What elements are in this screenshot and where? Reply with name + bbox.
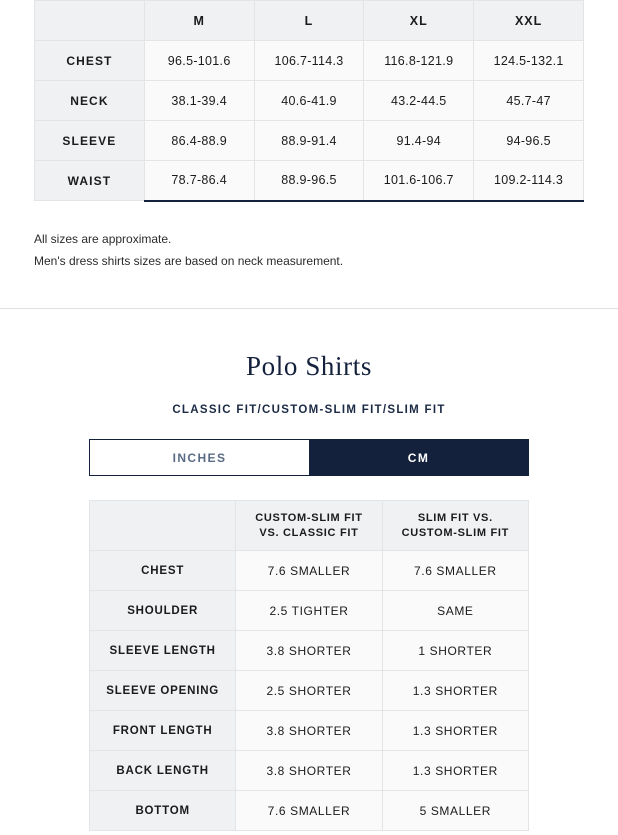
cell-neck-m: 38.1-39.4 — [144, 81, 254, 121]
fit-cell-chest-col1: 7.6 SMALLER — [236, 551, 382, 591]
fit-cell-bottom-col2: 5 SMALLER — [382, 791, 528, 831]
section-divider — [0, 308, 618, 309]
size-notes — [34, 228, 584, 272]
fit-row-label-back-length: BACK LENGTH — [90, 751, 236, 791]
size-table-corner-cell — [35, 1, 145, 41]
row-label-sleeve: SLEEVE — [35, 121, 145, 161]
table-row — [35, 121, 584, 161]
fit-cell-chest-col2: 7.6 SMALLER — [382, 551, 528, 591]
cell-sleeve-l: 88.9-91.4 — [254, 121, 364, 161]
size-table-col-l: L — [254, 1, 364, 41]
fit-cell-sleeve-length-col1: 3.8 SHORTER — [236, 631, 382, 671]
fit-comparison-table — [89, 500, 529, 831]
fit-cell-sleeve-opening-col1: 2.5 SHORTER — [236, 671, 382, 711]
fit-row-label-front-length: FRONT LENGTH — [90, 711, 236, 751]
fit-cell-shoulder-col2: SAME — [382, 591, 528, 631]
table-row — [90, 671, 529, 711]
size-table-header-row — [35, 1, 584, 41]
row-label-neck: NECK — [35, 81, 145, 121]
fit-table-head — [90, 501, 529, 551]
fit-cell-back-length-col2: 1.3 SHORTER — [382, 751, 528, 791]
fit-cell-front-length-col1: 3.8 SHORTER — [236, 711, 382, 751]
page-title: Polo Shirts — [246, 350, 372, 381]
fit-cell-shoulder-col1: 2.5 TIGHTER — [236, 591, 382, 631]
tab-cm[interactable]: CM — [309, 440, 528, 475]
size-table-head — [35, 1, 584, 41]
fit-cell-front-length-col2: 1.3 SHORTER — [382, 711, 528, 751]
table-row — [35, 41, 584, 81]
cell-chest-m: 96.5-101.6 — [144, 41, 254, 81]
cell-sleeve-xxl: 94-96.5 — [474, 121, 584, 161]
cell-sleeve-m: 86.4-88.9 — [144, 121, 254, 161]
fit-comparison-table-container — [89, 500, 529, 831]
fit-cell-back-length-col1: 3.8 SHORTER — [236, 751, 382, 791]
fit-table-body — [90, 551, 529, 831]
fit-row-label-chest: CHEST — [90, 551, 236, 591]
cell-chest-l: 106.7-114.3 — [254, 41, 364, 81]
cell-chest-xxl: 124.5-132.1 — [474, 41, 584, 81]
fit-row-label-sleeve-opening: SLEEVE OPENING — [90, 671, 236, 711]
cell-neck-xxl: 45.7-47 — [474, 81, 584, 121]
note-line-1: All sizes are approximate. — [34, 231, 172, 246]
row-label-chest: CHEST — [35, 41, 145, 81]
row-label-waist: WAIST — [35, 161, 145, 201]
dress-shirts-size-table — [34, 0, 584, 202]
cell-waist-l: 88.9-96.5 — [254, 161, 364, 201]
size-table-col-m: M — [144, 1, 254, 41]
cell-sleeve-xl: 91.4-94 — [364, 121, 474, 161]
page-subtitle: CLASSIC FIT/CUSTOM-SLIM FIT/SLIM FIT — [172, 404, 446, 417]
cell-waist-xl: 101.6-106.7 — [364, 161, 474, 201]
table-row — [90, 591, 529, 631]
table-row — [90, 631, 529, 671]
cell-neck-l: 40.6-41.9 — [254, 81, 364, 121]
table-row — [90, 711, 529, 751]
table-row — [35, 81, 584, 121]
cell-waist-xxl: 109.2-114.3 — [474, 161, 584, 201]
fit-cell-sleeve-length-col2: 1 SHORTER — [382, 631, 528, 671]
dress-shirts-size-table-container — [0, 0, 618, 202]
fit-table-col-custom-slim-vs-classic — [236, 501, 382, 551]
fit-col-2-line-2: CUSTOM-SLIM FIT — [401, 526, 510, 539]
fit-cell-bottom-col1: 7.6 SMALLER — [236, 791, 382, 831]
size-table-col-xl: XL — [364, 1, 474, 41]
size-table-col-xxl: XXL — [474, 1, 584, 41]
fit-col-1-line-2: VS. CLASSIC FIT — [259, 526, 359, 539]
fit-table-header-row — [90, 501, 529, 551]
table-row — [90, 791, 529, 831]
fit-row-label-bottom: BOTTOM — [90, 791, 236, 831]
table-row — [90, 751, 529, 791]
fit-col-1-line-1: CUSTOM-SLIM FIT — [255, 511, 363, 524]
fit-col-2-line-1: SLIM FIT VS. — [417, 511, 493, 524]
unit-toggle[interactable] — [89, 439, 529, 476]
fit-row-label-shoulder: SHOULDER — [90, 591, 236, 631]
fit-cell-sleeve-opening-col2: 1.3 SHORTER — [382, 671, 528, 711]
table-row — [35, 161, 584, 201]
table-row — [90, 551, 529, 591]
cell-neck-xl: 43.2-44.5 — [364, 81, 474, 121]
cell-chest-xl: 116.8-121.9 — [364, 41, 474, 81]
size-table-body — [35, 41, 584, 201]
fit-row-label-sleeve-length: SLEEVE LENGTH — [90, 631, 236, 671]
note-line-2: Men's dress shirts sizes are based on neck measurement. — [34, 253, 344, 268]
fit-table-corner-cell — [90, 501, 236, 551]
fit-table-col-slim-vs-custom-slim — [382, 501, 528, 551]
cell-waist-m: 78.7-86.4 — [144, 161, 254, 201]
tab-inches[interactable]: INCHES — [90, 440, 309, 475]
